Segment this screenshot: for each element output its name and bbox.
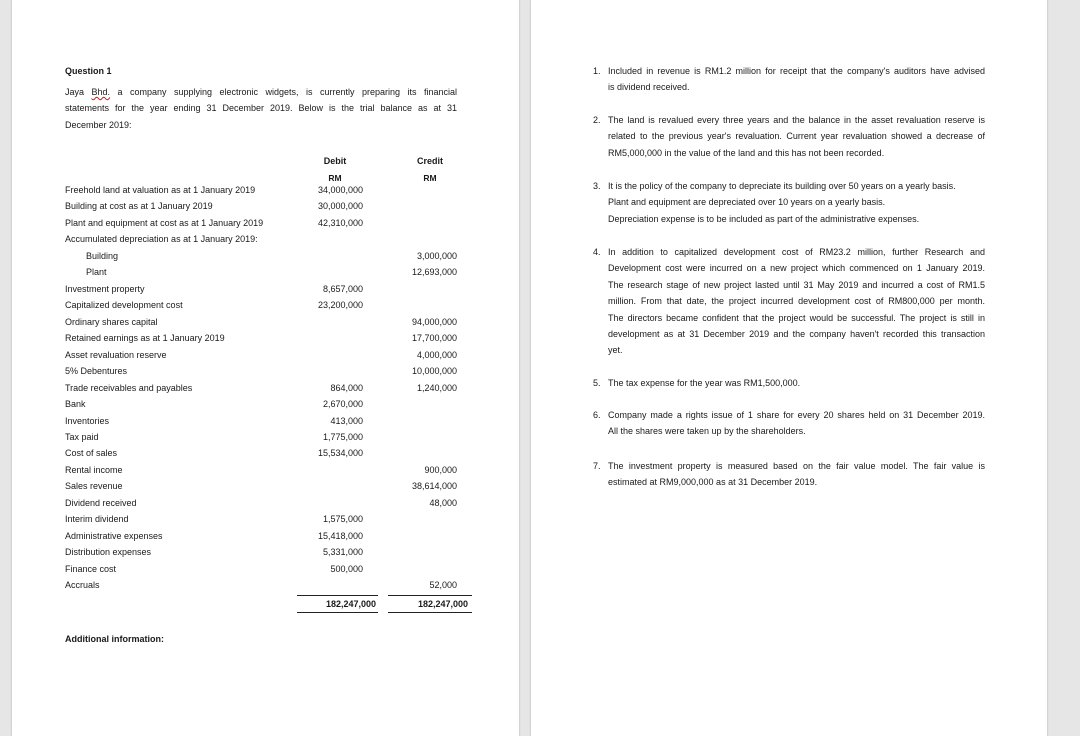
additional-info-heading: Additional information: <box>65 634 164 644</box>
row-label: Trade receivables and payables <box>65 383 193 393</box>
total-double-rule-debit <box>297 612 378 613</box>
credit-value: 52,000 <box>429 580 457 590</box>
table-row <box>12 350 519 362</box>
row-label: Cost of sales <box>65 448 118 458</box>
row-label: Finance cost <box>65 564 117 574</box>
debit-unit: RM <box>328 173 342 183</box>
question-title: Question 1 <box>65 66 112 76</box>
table-row <box>12 498 519 510</box>
table-row <box>12 514 519 526</box>
credit-value: 94,000,000 <box>411 317 457 327</box>
table-row <box>12 580 519 592</box>
note-number: 5. <box>593 378 601 388</box>
row-label: Building at cost as at 1 January 2019 <box>65 201 213 211</box>
note-text-line: Development cost were incurred on a new project which commenced on 1 January 2019. <box>608 263 985 274</box>
row-label: Retained earnings as at 1 January 2019 <box>65 333 225 343</box>
credit-value: 3,000,000 <box>416 251 457 261</box>
row-label: Plant and equipment at cost as at 1 January 2019 <box>65 218 264 228</box>
note-text-line: Plant and equipment are depreciated over 10 years on a yearly basis. <box>608 197 886 208</box>
table-row <box>12 547 519 559</box>
table-row <box>12 481 519 493</box>
row-label: Sales revenue <box>65 481 123 491</box>
table-row <box>12 366 519 378</box>
note-text-line: development as at 31 December 2019 and the company haven't recorded this transaction <box>608 329 985 339</box>
credit-value: 4,000,000 <box>416 350 457 360</box>
credit-value: 48,000 <box>429 498 457 508</box>
document-page-right <box>531 0 1047 736</box>
debit-value: 500,000 <box>330 564 363 574</box>
note-text-line: The land is revalued every three years and the balance in the asset revaluation reserve is <box>608 115 985 125</box>
note-number: 2. <box>593 115 601 125</box>
table-row <box>12 218 519 230</box>
note-number: 4. <box>593 247 601 257</box>
row-label: Distribution expenses <box>65 547 152 557</box>
intro-line: statements for the year ending 31 December 2019. Below is the trial balance as at 31 <box>65 103 457 113</box>
table-row <box>12 300 519 312</box>
table-row <box>12 333 519 345</box>
row-label: Freehold land at valuation as at 1 January 2019 <box>65 185 256 195</box>
table-row <box>12 317 519 329</box>
row-label: Building <box>86 251 119 261</box>
debit-header: Debit <box>323 156 347 166</box>
table-row <box>12 416 519 428</box>
credit-unit: RM <box>423 173 437 183</box>
intro-text: Jaya <box>65 87 92 97</box>
note-text-line: Depreciation expense is to be included as part of the administrative expenses. <box>608 213 920 224</box>
row-label: Administrative expenses <box>65 531 163 541</box>
note-text-line: related to the previous year's revaluation. Current year revaluation showed a decrease of <box>608 131 985 142</box>
credit-value: 17,700,000 <box>411 333 457 343</box>
row-label: Asset revaluation reserve <box>65 350 167 360</box>
total-rule-debit <box>297 595 378 596</box>
table-row <box>12 383 519 395</box>
note-text-line: In addition to capitalized development cost of RM23.2 million, further Research and <box>608 247 985 257</box>
row-label: Ordinary shares capital <box>65 317 158 327</box>
debit-value: 8,657,000 <box>322 284 363 294</box>
row-label: 5% Debentures <box>65 366 128 376</box>
table-row <box>12 201 519 213</box>
note-text-line: Company made a rights issue of 1 share for every 20 shares held on 31 December 2019. <box>608 410 985 420</box>
row-label: Plant <box>86 267 107 277</box>
note-text-line: yet. <box>608 345 623 356</box>
table-row <box>12 267 519 279</box>
note-text-line: is dividend received. <box>608 82 690 93</box>
table-row <box>12 234 519 246</box>
table-row <box>12 399 519 411</box>
credit-value: 38,614,000 <box>411 481 457 491</box>
total-double-rule-credit <box>388 612 472 613</box>
note-text-line: The tax expense for the year was RM1,500,000. <box>608 378 801 388</box>
debit-value: 30,000,000 <box>317 201 363 211</box>
total-rule-credit <box>388 595 472 596</box>
credit-value: 900,000 <box>424 465 457 475</box>
debit-value: 5,331,000 <box>322 547 363 557</box>
note-number: 7. <box>593 461 601 471</box>
row-label: Rental income <box>65 465 123 475</box>
row-label: Capitalized development cost <box>65 300 183 310</box>
debit-value: 15,534,000 <box>317 448 363 458</box>
note-text-line: All the shares were taken up by the shareholders. <box>608 426 806 437</box>
table-row <box>12 531 519 543</box>
debit-value: 413,000 <box>330 416 363 426</box>
note-text-line: million. From that date, the project incurred development cost of RM800,000 per month. <box>608 296 985 307</box>
intro-line <box>65 87 457 97</box>
table-row <box>12 465 519 477</box>
row-label: Dividend received <box>65 498 137 508</box>
table-row <box>12 448 519 460</box>
note-number: 3. <box>593 181 601 191</box>
credit-header: Credit <box>416 156 443 166</box>
note-text-line: RM5,000,000 in the value of the land and this has not been recorded. <box>608 147 885 158</box>
credit-value: 12,693,000 <box>411 267 457 277</box>
row-label: Bank <box>65 399 86 409</box>
note-number: 1. <box>593 66 601 76</box>
row-label: Inventories <box>65 416 110 426</box>
debit-value: 15,418,000 <box>317 531 363 541</box>
debit-value: 34,000,000 <box>317 185 363 195</box>
row-label: Accruals <box>65 580 100 590</box>
note-text-line: The research stage of new project lasted until 31 May 2019 and incurred a cost of RM1.5 <box>608 279 985 290</box>
table-row <box>12 185 519 197</box>
spellcheck-flagged-word: Bhd. <box>91 87 111 97</box>
table-row <box>12 564 519 576</box>
row-label: Accumulated depreciation as at 1 January 2019: <box>65 234 258 244</box>
note-text-line: The investment property is measured based on the fair value model. The fair value is <box>608 461 985 471</box>
row-label: Interim dividend <box>65 514 129 524</box>
debit-value: 2,670,000 <box>322 399 363 409</box>
debit-value: 1,775,000 <box>322 432 363 442</box>
total-debit: 182,247,000 <box>325 599 376 609</box>
debit-value: 864,000 <box>330 383 363 393</box>
credit-value: 10,000,000 <box>411 366 457 376</box>
intro-line: December 2019: <box>65 120 132 130</box>
intro-text: a company supplying electronic widgets, is currently preparing its financial <box>110 87 457 97</box>
table-row <box>12 251 519 263</box>
note-text-line: estimated at RM9,000,000 as at 31 December 2019. <box>608 477 818 488</box>
debit-value: 23,200,000 <box>317 300 363 310</box>
document-page-left <box>12 0 519 736</box>
note-text-line: It is the policy of the company to depreciate its building over 50 years on a yearly basis. <box>608 181 956 191</box>
row-label: Tax paid <box>65 432 99 442</box>
row-label: Investment property <box>65 284 145 294</box>
debit-value: 1,575,000 <box>322 514 363 524</box>
debit-value: 42,310,000 <box>317 218 363 228</box>
note-number: 6. <box>593 410 601 420</box>
table-row <box>12 432 519 444</box>
total-credit: 182,247,000 <box>417 599 468 609</box>
note-text-line: Included in revenue is RM1.2 million for receipt that the company's auditors have advised <box>608 66 985 76</box>
credit-value: 1,240,000 <box>416 383 457 393</box>
note-text-line: The directors became confident that the project would be successful. The project is still in <box>608 312 985 323</box>
table-row <box>12 284 519 296</box>
